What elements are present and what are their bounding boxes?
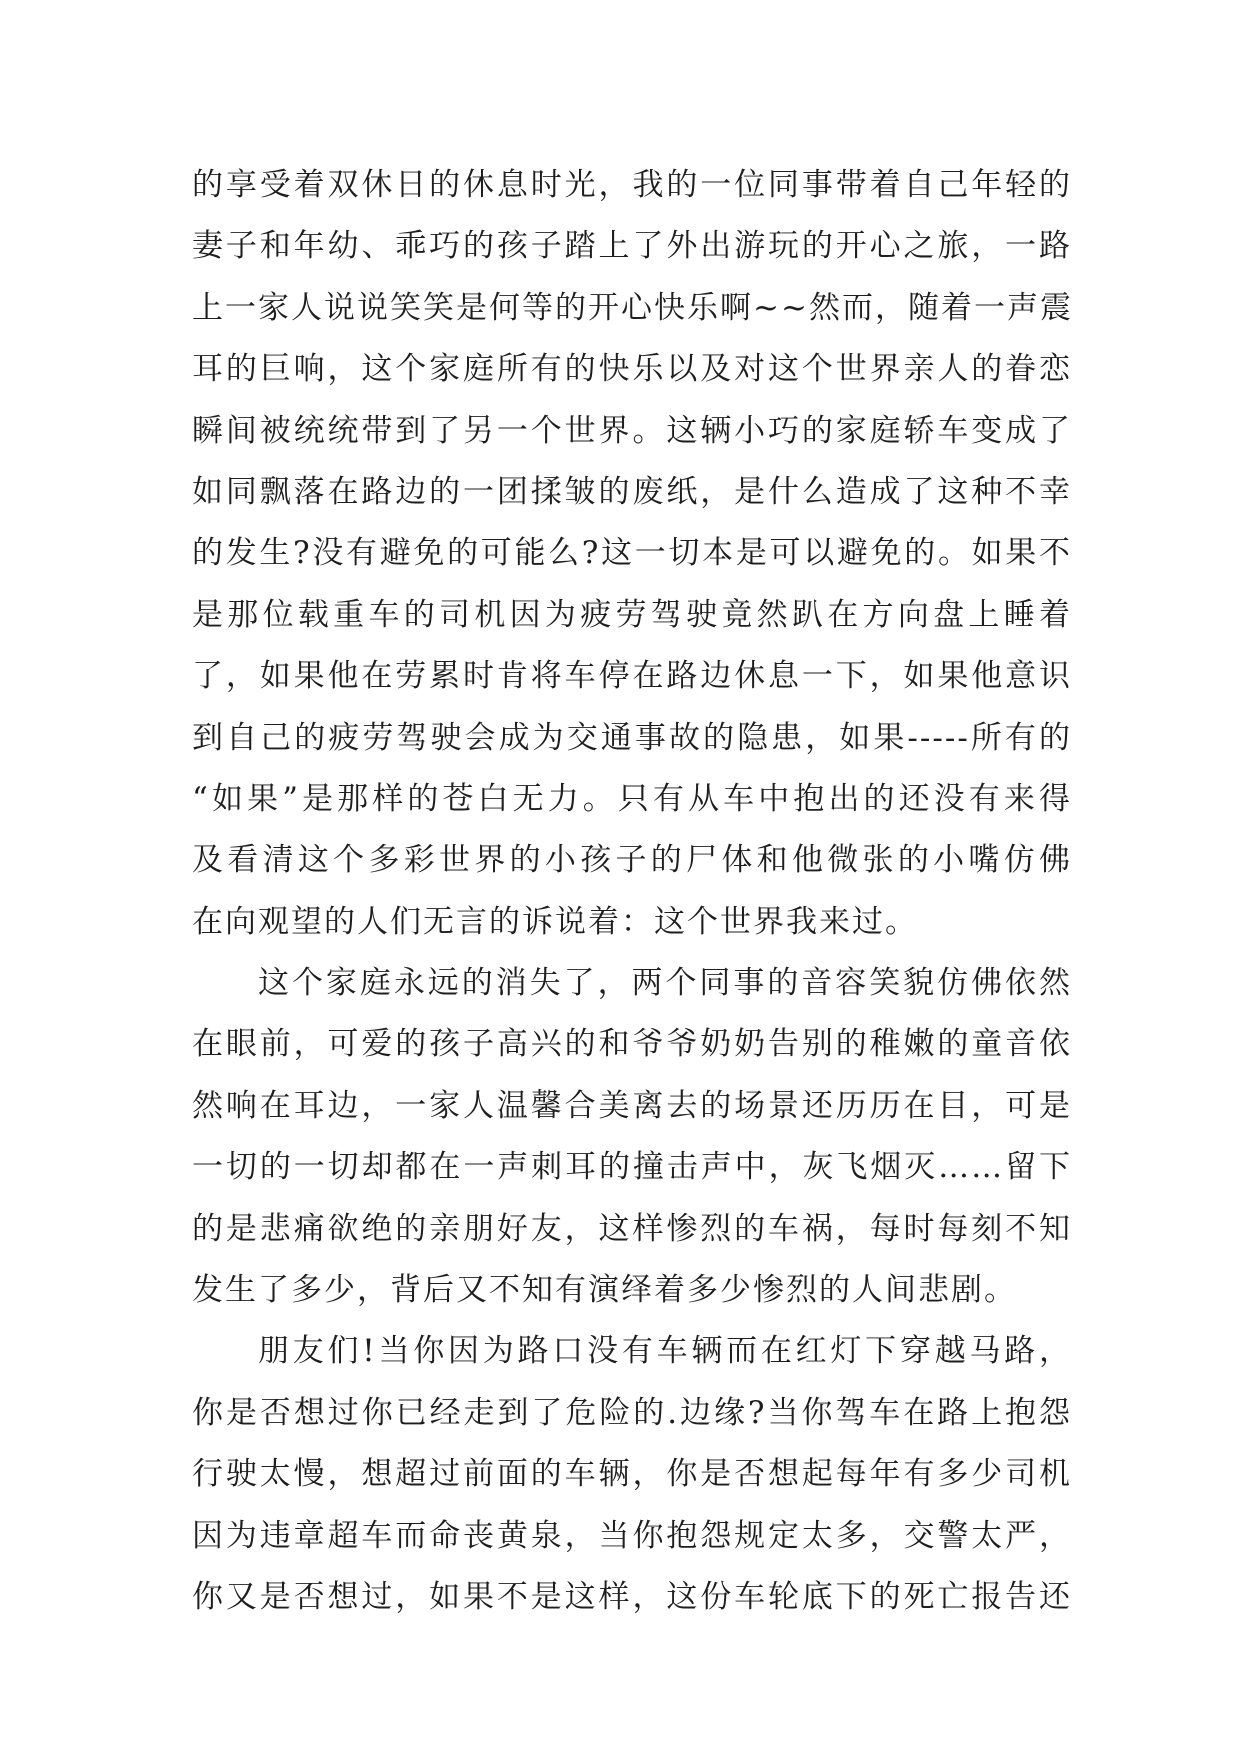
document-body [192,155,1072,1628]
text-line: 你是否想过你已经走到了危险的.边缘?当你驾车在路上抱怨 [192,1394,1072,1431]
text-line: 如同飘落在路边的一团揉皱的废纸，是什么造成了这种不幸 [192,473,1072,510]
text-line: 你又是否想过，如果不是这样，这份车轮底下的死亡报告还 [192,1578,1072,1615]
text-line: 到自己的疲劳驾驶会成为交通事故的隐患，如果-----所有的 [192,719,1072,756]
text-line: 是那位载重车的司机因为疲劳驾驶竟然趴在方向盘上睡着 [192,596,1072,633]
text-line: 瞬间被统统带到了另一个世界。这辆小巧的家庭轿车变成了 [192,412,1072,449]
text-line: 耳的巨响，这个家庭所有的快乐以及对这个世界亲人的眷恋 [192,351,1072,388]
text-line: 一切的一切却都在一声刺耳的撞击声中，灰飞烟灭……留下 [192,1149,1072,1186]
text-line: 的是悲痛欲绝的亲朋好友，这样惨烈的车祸，每时每刻不知 [192,1210,1072,1247]
text-line: “如果”是那样的苍白无力。只有从车中抱出的还没有来得 [192,780,1072,817]
text-line: 然响在耳边，一家人温馨合美离去的场景还历历在目，可是 [192,1087,1072,1124]
text-line: 行驶太慢，想超过前面的车辆，你是否想起每年有多少司机 [192,1456,1072,1493]
paragraph-1 [192,155,1072,953]
paragraph-3 [192,1321,1072,1628]
text-line: 因为违章超车而命丧黄泉，当你抱怨规定太多，交警太严， [192,1517,1072,1554]
text-line: 的享受着双休日的休息时光，我的一位同事带着自己年轻的 [192,167,1072,203]
text-line: 的发生?没有避免的可能么?这一切本是可以避免的。如果不 [192,535,1072,572]
text-line: 上一家人说说笑笑是何等的开心快乐啊~~然而，随着一声震 [192,289,1073,326]
paragraph-2 [192,953,1072,1321]
text-line: 朋友们!当你因为路口没有车辆而在红灯下穿越马路， [258,1333,1072,1370]
text-line: 及看清这个多彩世界的小孩子的尸体和他微张的小嘴仿佛 [192,842,1072,879]
text-line: 在向观望的人们无言的诉说着：这个世界我来过。 [192,903,918,940]
text-line: 妻子和年幼、乖巧的孩子踏上了外出游玩的开心之旅，一路 [192,228,1072,265]
text-line: 在眼前，可爱的孩子高兴的和爷爷奶奶告别的稚嫩的童音依 [192,1026,1072,1063]
text-line: 这个家庭永远的消失了，两个同事的音容笑貌仿佛依然 [258,965,1072,1002]
text-line: 了，如果他在劳累时肯将车停在路边休息一下，如果他意识 [192,658,1072,695]
text-line: 发生了多少，背后又不知有演绎着多少惨烈的人间悲剧。 [192,1272,1017,1309]
